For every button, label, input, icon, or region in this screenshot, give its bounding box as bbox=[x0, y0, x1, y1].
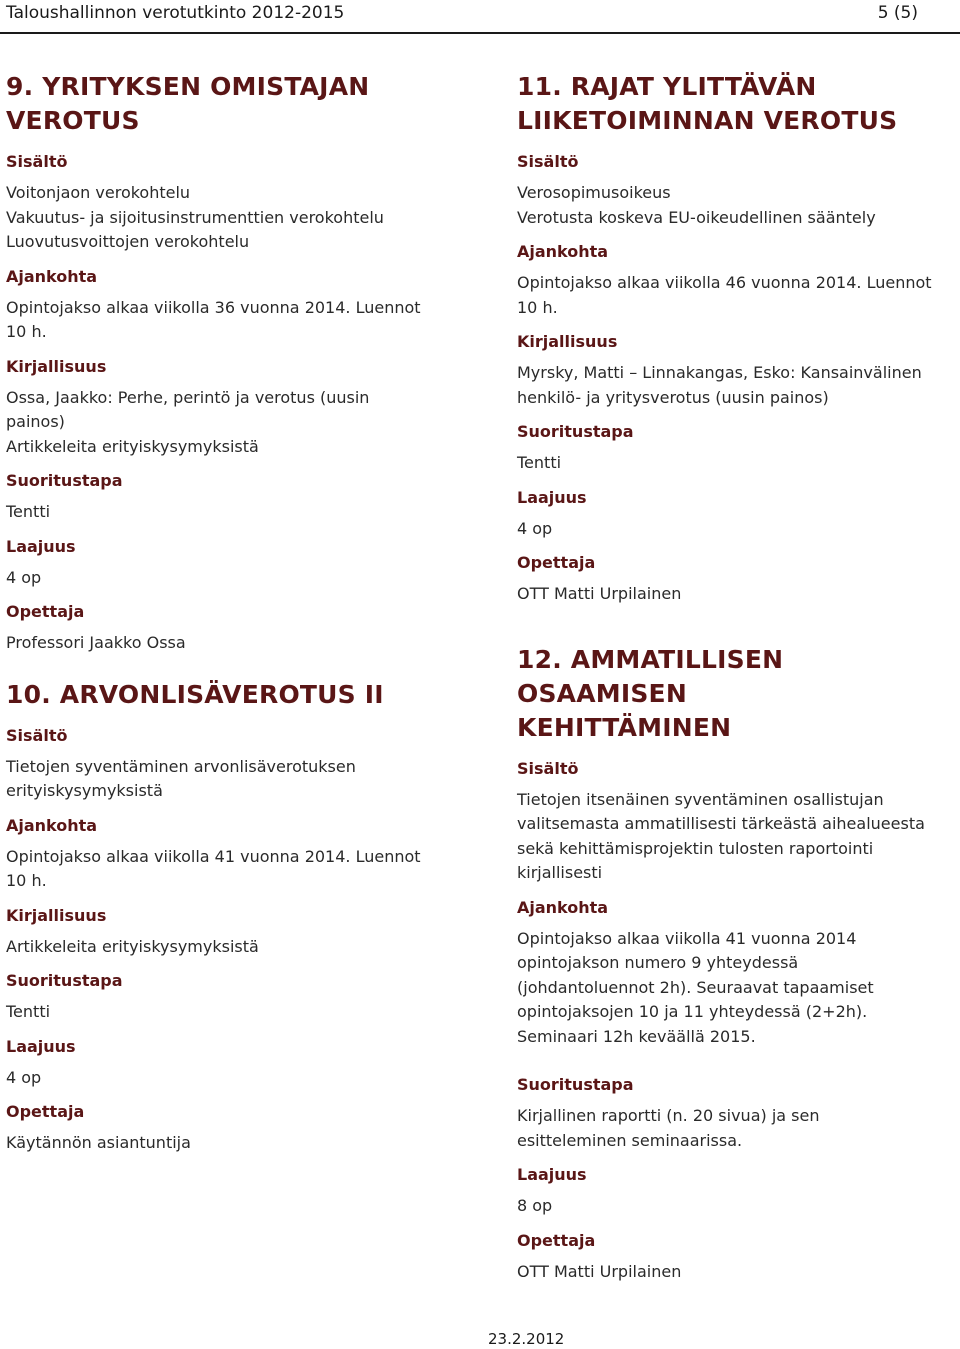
content-field bbox=[517, 150, 960, 230]
content-field bbox=[6, 150, 476, 255]
method-field bbox=[6, 469, 476, 525]
teacher-label: Opettaja bbox=[517, 553, 596, 572]
literature-label: Kirjallisuus bbox=[6, 356, 107, 376]
literature-line: Artikkeleita erityiskysymyksistä bbox=[6, 436, 259, 456]
method-value: Tentti bbox=[6, 1002, 51, 1021]
content-label: Sisältö bbox=[517, 152, 579, 171]
timing-line: (johdantoluennot 2h). Seuraavat tapaamiset bbox=[517, 977, 874, 997]
teacher-label: Opettaja bbox=[6, 1102, 85, 1121]
literature-field bbox=[517, 330, 960, 410]
left-column bbox=[6, 70, 476, 1166]
literature-label: Kirjallisuus bbox=[517, 332, 618, 351]
teacher-value: OTT Matti Urpilainen bbox=[517, 584, 682, 603]
teacher-label: Opettaja bbox=[6, 602, 85, 621]
content-line: Tietojen syventäminen arvonlisäverotuksen bbox=[6, 756, 356, 776]
timing-label: Ajankohta bbox=[517, 897, 609, 917]
section-title bbox=[517, 643, 960, 745]
scope-value: 4 op bbox=[6, 1067, 42, 1087]
method-label: Suoritustapa bbox=[517, 422, 634, 441]
timing-line: Opintojakso alkaa viikolla 41 vuonna 2014 bbox=[517, 928, 857, 948]
content-line: kirjallisesti bbox=[517, 863, 603, 882]
scope-label: Laajuus bbox=[517, 487, 587, 507]
timing-field bbox=[517, 240, 960, 320]
timing-line: Opintojakso alkaa viikolla 46 vuonna 2014. Luennot bbox=[517, 273, 932, 292]
right-column bbox=[517, 70, 960, 1294]
section-title-line: 11. RAJAT YLITTÄVÄN bbox=[517, 72, 817, 101]
timing-line: opintojakson numero 9 yhteydessä bbox=[517, 953, 799, 972]
content-line: Verosopimusoikeus bbox=[517, 183, 671, 202]
page-number: 5 (5) bbox=[877, 3, 918, 23]
section-title bbox=[6, 70, 476, 138]
scope-label: Laajuus bbox=[6, 536, 76, 556]
timing-field bbox=[6, 265, 476, 345]
literature-line: henkilö- ja yritysverotus (uusin painos) bbox=[517, 387, 829, 407]
method-label: Suoritustapa bbox=[517, 1075, 634, 1094]
content-field bbox=[517, 757, 960, 886]
footer-date: 23.2.2012 bbox=[488, 1330, 565, 1348]
content-line: Tietojen itsenäinen syventäminen osallistujan bbox=[517, 789, 884, 809]
timing-field bbox=[517, 896, 960, 1050]
timing-line: 10 h. bbox=[517, 297, 558, 317]
timing-field bbox=[6, 814, 476, 894]
content-line: Voitonjaon verokohtelu bbox=[6, 183, 191, 202]
teacher-field bbox=[517, 1229, 960, 1285]
section-title: 10. ARVONLISÄVEROTUS II bbox=[6, 679, 384, 709]
literature-line: Artikkeleita erityiskysymyksistä bbox=[6, 936, 259, 956]
timing-line: opintojaksojen 10 ja 11 yhteydessä (2+2h). bbox=[517, 1002, 868, 1021]
timing-label: Ajankohta bbox=[517, 242, 609, 261]
timing-line: 10 h. bbox=[6, 871, 47, 890]
teacher-field bbox=[6, 1100, 476, 1156]
scope-field bbox=[517, 1163, 960, 1219]
method-line: Kirjallinen raportti (n. 20 sivua) ja sen bbox=[517, 1106, 820, 1125]
method-field bbox=[517, 1073, 960, 1153]
section-title-line: 9. YRITYKSEN OMISTAJAN bbox=[6, 72, 370, 101]
content-label: Sisältö bbox=[517, 758, 579, 778]
section-title-line: VEROTUS bbox=[6, 106, 140, 135]
timing-line: Seminaari 12h keväällä 2015. bbox=[517, 1026, 756, 1046]
content-label: Sisältö bbox=[6, 152, 68, 171]
timing-label: Ajankohta bbox=[6, 815, 98, 835]
teacher-value: Käytännön asiantuntija bbox=[6, 1133, 191, 1152]
literature-line: Myrsky, Matti – Linnakangas, Esko: Kansainvälinen bbox=[517, 363, 922, 382]
timing-line: 10 h. bbox=[6, 322, 47, 341]
teacher-value: Professori Jaakko Ossa bbox=[6, 633, 186, 652]
content-label: Sisältö bbox=[6, 725, 68, 745]
literature-line: painos) bbox=[6, 412, 65, 431]
content-line: erityiskysymyksistä bbox=[6, 781, 163, 800]
scope-label: Laajuus bbox=[6, 1036, 76, 1056]
scope-value: 4 op bbox=[6, 567, 42, 587]
document-title: Taloushallinnon verotutkinto 2012-2015 bbox=[6, 3, 345, 23]
scope-field bbox=[6, 1035, 476, 1091]
section-12 bbox=[517, 643, 960, 1285]
scope-label: Laajuus bbox=[517, 1165, 587, 1184]
section-title-line: 12. AMMATILLISEN OSAAMISEN bbox=[517, 644, 784, 708]
teacher-label: Opettaja bbox=[517, 1230, 596, 1250]
scope-field bbox=[517, 486, 960, 542]
teacher-value: OTT Matti Urpilainen bbox=[517, 1261, 682, 1281]
content-line: sekä kehittämisprojektin tulosten raportointi bbox=[517, 838, 874, 858]
content-field bbox=[6, 724, 476, 804]
literature-label: Kirjallisuus bbox=[6, 905, 107, 925]
timing-line: Opintojakso alkaa viikolla 41 vuonna 2014. Luennot bbox=[6, 846, 421, 866]
content-line: Vakuutus- ja sijoitusinstrumenttien verokohtelu bbox=[6, 207, 384, 227]
literature-field bbox=[6, 355, 476, 460]
method-label: Suoritustapa bbox=[6, 471, 123, 490]
section-title-line: LIIKETOIMINNAN VEROTUS bbox=[517, 106, 898, 135]
method-value: Tentti bbox=[517, 453, 562, 472]
content-line: valitsemasta ammatillisesti tärkeästä aihealueesta bbox=[517, 814, 925, 833]
page-header bbox=[0, 0, 960, 34]
scope-field bbox=[6, 535, 476, 591]
content-line: Luovutusvoittojen verokohtelu bbox=[6, 232, 250, 251]
method-line: esitteleminen seminaarissa. bbox=[517, 1130, 743, 1150]
method-field bbox=[517, 420, 960, 476]
section-10 bbox=[6, 678, 476, 1156]
section-title bbox=[517, 70, 960, 138]
section-9 bbox=[6, 70, 476, 656]
header-rule bbox=[0, 32, 960, 34]
teacher-field bbox=[517, 551, 960, 607]
scope-value: 4 op bbox=[517, 518, 553, 538]
literature-field bbox=[6, 904, 476, 960]
literature-line: Ossa, Jaakko: Perhe, perintö ja verotus (uusin bbox=[6, 387, 370, 407]
section-11 bbox=[517, 70, 960, 607]
content-line: Verotusta koskeva EU-oikeudellinen sääntely bbox=[517, 207, 876, 227]
timing-label: Ajankohta bbox=[6, 266, 98, 286]
scope-value: 8 op bbox=[517, 1196, 553, 1215]
teacher-field bbox=[6, 600, 476, 656]
timing-line: Opintojakso alkaa viikolla 36 vuonna 2014. Luennot bbox=[6, 297, 421, 317]
method-label: Suoritustapa bbox=[6, 971, 123, 990]
section-title-line: KEHITTÄMINEN bbox=[517, 712, 732, 742]
method-value: Tentti bbox=[6, 502, 51, 521]
method-field bbox=[6, 969, 476, 1025]
